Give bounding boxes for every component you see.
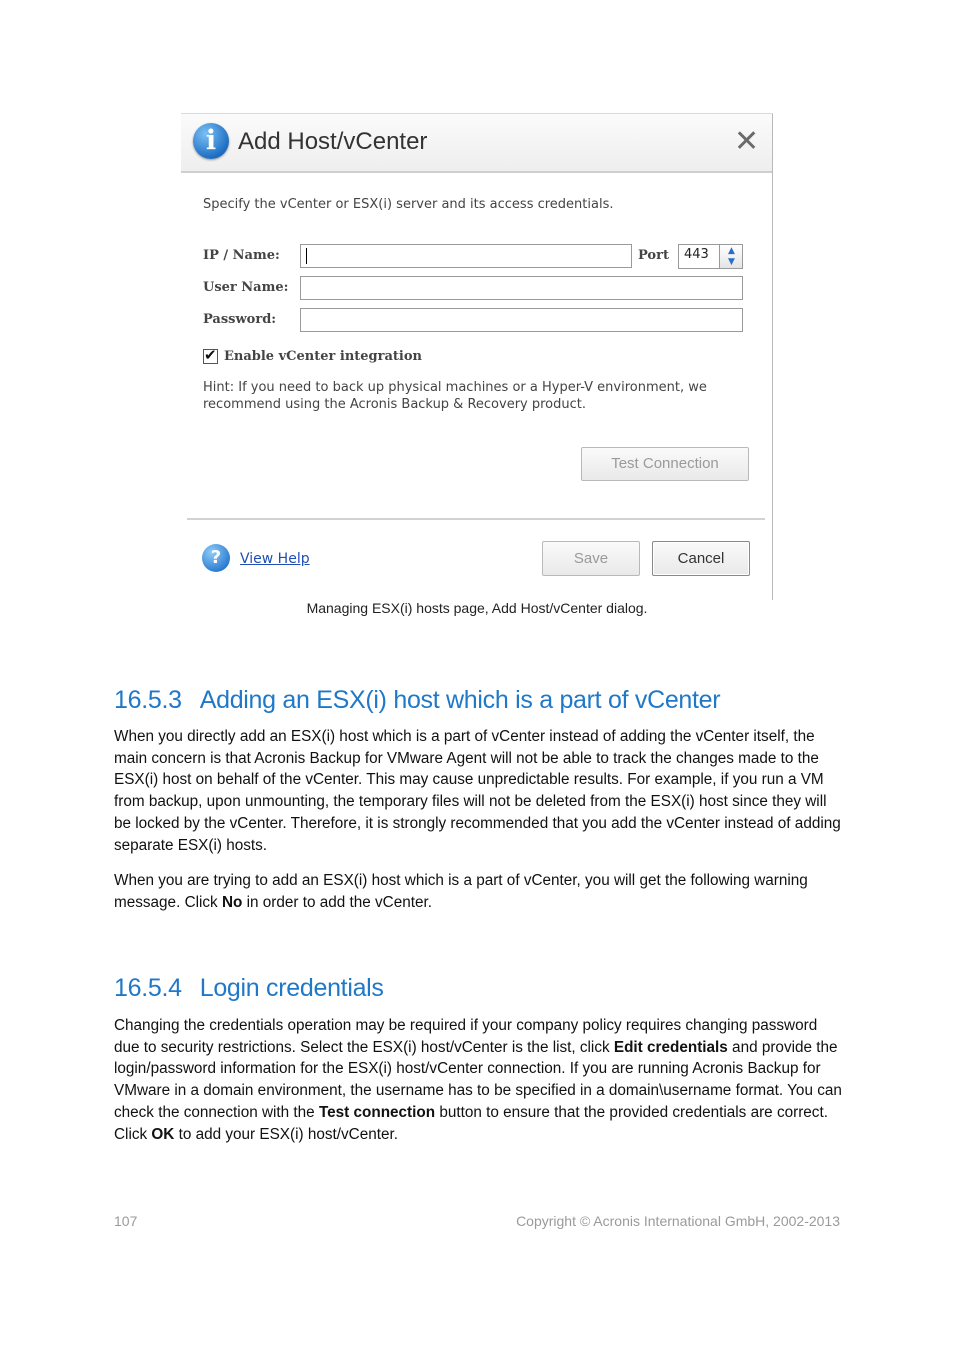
paragraph-login-credentials: Changing the credentials operation may be required if your company policy requires changing password due to security restrictions. Select the ESX(i) host/vCenter is the list, click Edit credentials and provide the login/password information for the ESX(i) host/vCenter connection. If you are running Acronis Backup for VMware in a domain environment, the username has to be specified in a domain\username format. You can check the connection with the Test connection button to ensure that the provided credentials are correct. Click OK to add your ESX(i) host/vCenter.	[114, 1017, 842, 1143]
figure-caption: Managing ESX(i) hosts page, Add Host/vCenter dialog.	[306, 600, 648, 616]
vcenter-integration-label: Enable vCenter integration	[224, 349, 422, 364]
close-icon[interactable]: ✕	[734, 124, 760, 159]
dialog-divider	[187, 518, 765, 520]
ip-name-label: IP / Name:	[203, 248, 280, 263]
page-number: 107	[114, 1213, 138, 1229]
port-stepper[interactable]	[719, 244, 743, 269]
section-title: Login credentials	[199, 974, 384, 1002]
help-icon[interactable]: ?	[202, 544, 230, 572]
section-heading-login-credentials	[114, 974, 384, 1003]
cancel-button[interactable]: Cancel	[652, 541, 750, 576]
vcenter-integration-checkbox[interactable]	[203, 346, 218, 364]
test-connection-button[interactable]: Test Connection	[581, 447, 749, 481]
username-input[interactable]	[300, 276, 743, 300]
chevron-up-icon[interactable]: ▲	[728, 246, 735, 256]
save-button[interactable]: Save	[542, 541, 640, 576]
dialog-subtitle: Specify the vCenter or ESX(i) server and its access credentials.	[203, 197, 614, 212]
section-number: 16.5.3	[114, 686, 182, 714]
password-label: Password:	[203, 312, 277, 327]
port-label: Port	[638, 248, 669, 263]
chevron-down-icon[interactable]: ▼	[728, 257, 735, 267]
port-input[interactable]: 443	[678, 244, 720, 269]
password-input[interactable]	[300, 308, 743, 332]
checkmark-icon: ✔	[204, 346, 217, 364]
dialog-header	[181, 114, 772, 173]
text-caret	[306, 248, 307, 264]
username-label: User Name:	[203, 280, 289, 295]
ip-name-input[interactable]	[300, 244, 632, 268]
paragraph-warning-message: When you are trying to add an ESX(i) host which is a part of vCenter, you will get the following warning message. Click No in order to add the vCenter.	[114, 872, 808, 911]
paragraph-adding-esx-host: When you directly add an ESX(i) host which is a part of vCenter instead of adding the vCenter itself, the main concern is that Acronis Backup for VMware Agent will not be able to track the changes made to the ESX(i) host on behalf of the vCenter. This may cause unpredictable results. For example, if you run a VM from backup, upon unmounting, the temporary files will not be deleted from the ESX(i) host since they will be locked by the vCenter. Therefore, it is strongly recommended that you add the vCenter instead of adding separate ESX(i) hosts.	[114, 728, 841, 854]
hint-text: Hint: If you need to back up physical machines or a Hyper-V environment, we recommend using the Acronis Backup & Recovery product.	[203, 380, 707, 412]
section-number: 16.5.4	[114, 974, 182, 1002]
info-icon: i	[193, 123, 229, 159]
add-host-dialog	[181, 113, 773, 600]
section-title: Adding an ESX(i) host which is a part of vCenter	[199, 686, 721, 714]
section-heading-adding-esx-host	[114, 686, 720, 715]
copyright-notice: Copyright © Acronis International GmbH, 2002-2013	[516, 1213, 840, 1229]
view-help-link[interactable]: View Help	[240, 551, 310, 567]
dialog-title: Add Host/vCenter	[238, 128, 428, 155]
